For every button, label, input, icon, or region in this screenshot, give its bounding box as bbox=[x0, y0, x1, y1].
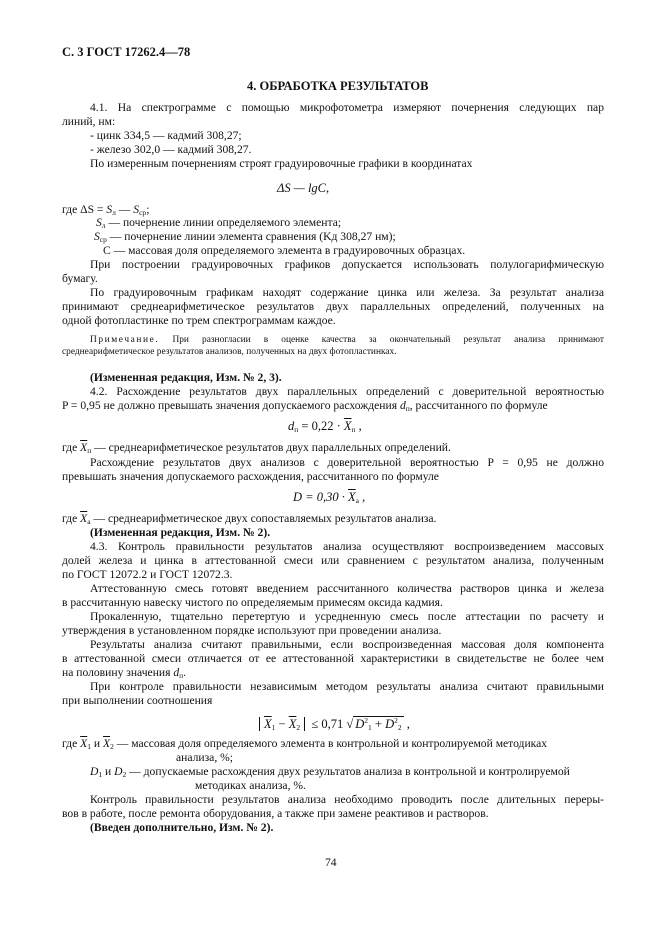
note-line2: среднеарифметическое результатов анализов, полученных на двух фотопластинках. bbox=[62, 347, 397, 357]
p4-2-line1: 4.2. Расхождение результатов двух параллельных определений с доверительной вероятностью bbox=[90, 385, 604, 398]
result-line3: одной фотопластинке по трем спектрограммам каждое. bbox=[62, 314, 336, 327]
method-line1: При контроле правильности независимым методом результаты анализа считают правильными bbox=[90, 680, 604, 693]
def-c: C — массовая доля определяемого элемента в градуировочных образцах. bbox=[103, 244, 466, 257]
formula-correctness: $\overline{X}_1 - \overline{X}_2 \le 0,71$ √ $D^2_1 + D^2_2$ , bbox=[259, 716, 410, 731]
where-delta-s: где $\Delta S = S_л$ — $S_{ср}$; bbox=[62, 203, 150, 217]
list-item-zinc: - цинк 334,5 — кадмий 308,27; bbox=[90, 129, 242, 142]
attested-line2: в рассчитанную навеску чистого по определяемым примесям оксида кадмия. bbox=[62, 596, 443, 609]
section-title: 4. ОБРАБОТКА РЕЗУЛЬТАТОВ bbox=[247, 79, 429, 93]
where-x1-x2: где $\overline{X}_1$ и $\overline{X}_2$ — массовая доля определяемого элемента в контрольной и контролируемой методиках bbox=[62, 737, 548, 751]
correct-line3: на половину значения $d_п$. bbox=[62, 666, 187, 680]
def-d1-d2: $D_1$ и $D_2$ — допускаемые расхождения двух результатов анализа в контрольной и контролируемой bbox=[90, 765, 570, 779]
graph-note-line1: При построении градуировочных графиков допускается использовать полулогарифмическую bbox=[90, 258, 604, 271]
graph-note-line2: бумагу. bbox=[62, 272, 98, 285]
attested-line1: Аттестованную смесь готовят введением рассчитанного количества растворов цинка и железа bbox=[90, 582, 604, 595]
formula-d: $D = 0,30 \cdot \overline{X}_а$ , bbox=[293, 490, 366, 505]
p4-1-line1: 4.1. На спектрограмме с помощью микрофотометра измеряют почернения следующих пар bbox=[90, 101, 604, 114]
where-x1-x2-cont: анализа, %; bbox=[176, 751, 233, 764]
control-line2: вов в работе, после ремонта оборудования, а также при замене реактивов и растворов. bbox=[62, 807, 489, 820]
amendment-2: (Измененная редакция, Изм. № 2). bbox=[90, 526, 271, 539]
def-s-line: $S_л$ — почернение линии определяемого элемента; bbox=[96, 216, 342, 230]
correct-line2: в аттестованной смеси отличается от ее аттестованной характеристики в свидетельстве не более чем bbox=[62, 652, 604, 665]
formula-dp: $d_п = 0,22 \cdot \overline{X}_п$ , bbox=[288, 419, 362, 434]
def-s-ref: $S_{ср}$ — почернение линии элемента сравнения (Kд 308,27 нм); bbox=[94, 230, 396, 244]
p4-2-line4: превышать значения допускаемого расхождения, рассчитанного по формуле bbox=[62, 470, 439, 483]
amendment-2-3: (Измененная редакция, Изм. № 2, 3). bbox=[90, 371, 282, 384]
p4-1-coords-line: По измеренным почернениям строят градуировочные графики в координатах bbox=[90, 157, 473, 170]
note-line1: Примечание. При разногласии в оценке качества за окончательный результат анализа принимают bbox=[90, 335, 604, 345]
p4-1-line2: линий, нм: bbox=[62, 115, 116, 128]
p4-3-line3: по ГОСТ 12072.2 и ГОСТ 12072.3. bbox=[62, 568, 233, 581]
control-line1: Контроль правильности результатов анализа необходимо проводить после длительных переры- bbox=[90, 793, 604, 806]
correct-line1: Результаты анализа считают правильными, если воспроизведенная массовая доля компонента bbox=[90, 638, 604, 651]
formula-delta-s-lgc: ΔS — lgC, bbox=[277, 181, 330, 195]
where-xp: где $\overline{X}_п$ — среднеарифметическое результатов двух параллельных определений. bbox=[62, 441, 451, 455]
document-code: С. 3 ГОСТ 17262.4—78 bbox=[62, 45, 191, 59]
p4-3-line2: долей железа и цинка в аттестованной смеси или сравнением с результатом анализа, полученным bbox=[62, 554, 604, 567]
result-line2: принимают среднеарифметическое результатов двух параллельных определений, полученных на bbox=[62, 300, 604, 313]
page-number: 74 bbox=[325, 856, 337, 869]
calcined-line2: утверждения в установленном порядке используют при проведении анализа. bbox=[62, 624, 442, 637]
result-line1: По градуировочным графикам находят содержание цинка или железа. За результат анализа bbox=[90, 286, 604, 299]
list-item-iron: - железо 302,0 — кадмий 308,27. bbox=[90, 143, 252, 156]
p4-2-line3: Расхождение результатов двух анализов с доверительной вероятностью P = 0,95 не должно bbox=[90, 456, 604, 469]
where-xa: где $\overline{X}_а$ — среднеарифметическое двух сопоставляемых результатов анализа. bbox=[62, 512, 437, 526]
method-line2: при выполнении соотношения bbox=[62, 694, 213, 707]
def-d1-d2-cont: методиках анализа, %. bbox=[195, 779, 306, 792]
p4-2-line2: P = 0,95 не должно превышать значения допускаемого расхождения $d_п$, рассчитанного по формуле bbox=[62, 399, 548, 413]
calcined-line1: Прокаленную, тщательно перетертую и усредненную смесь после аттестации по расчету и bbox=[90, 610, 604, 623]
amendment-added: (Введен дополнительно, Изм. № 2). bbox=[90, 821, 274, 834]
p4-3-line1: 4.3. Контроль правильности результатов анализа осуществляют воспроизведением массовых bbox=[90, 540, 604, 553]
